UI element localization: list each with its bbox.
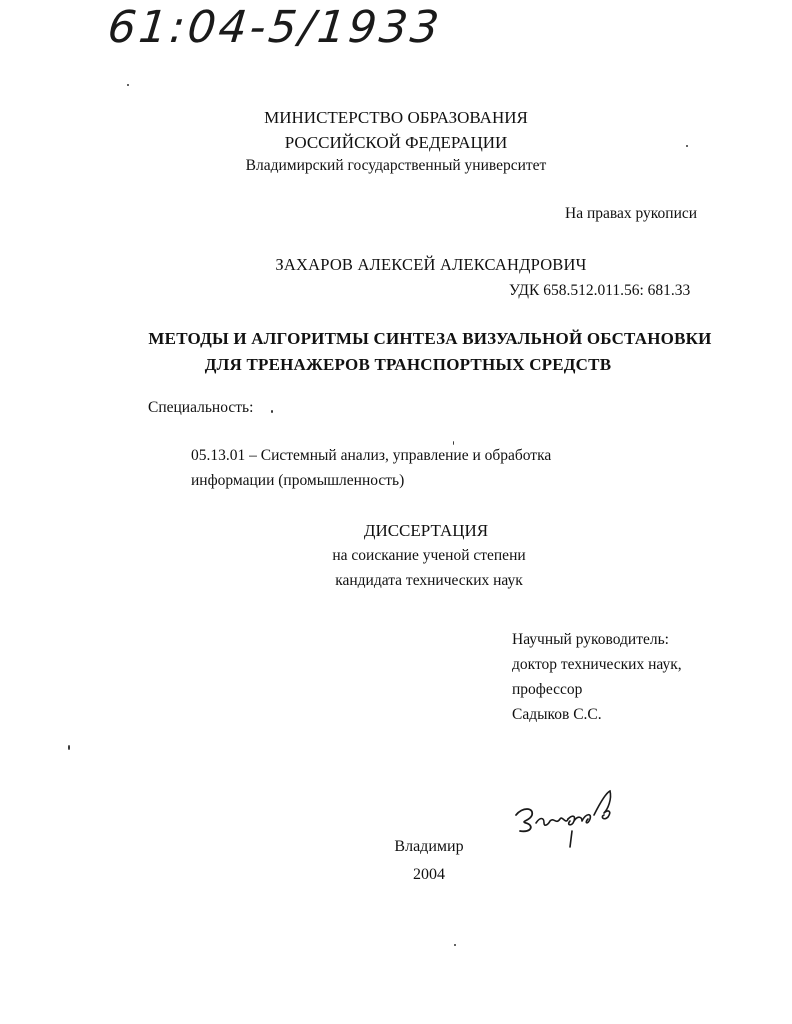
city: Владимир <box>394 838 464 855</box>
udk-code: УДК 658.512.011.56: 681.33 <box>509 282 691 299</box>
title-line-1: МЕТОДЫ И АЛГОРИТМЫ СИНТЕЗА ВИЗУАЛЬНОЙ ОБСТАНОВКИ <box>148 329 712 348</box>
dissertation-line-2: кандидата технических наук <box>335 572 523 589</box>
author-name: ЗАХАРОВ АЛЕКСЕЙ АЛЕКСАНДРОВИЧ <box>275 255 587 274</box>
supervisor-label: Научный руководитель: <box>512 631 669 648</box>
rights-note: На правах рукописи <box>565 205 698 222</box>
title-line-2: ДЛЯ ТРЕНАЖЕРОВ ТРАНСПОРТНЫХ СРЕДСТВ <box>204 355 612 374</box>
supervisor-name: Садыков С.С. <box>512 706 602 723</box>
specialty-line-2: информации (промышленность) <box>191 472 405 489</box>
specialty-line-1: 05.13.01 – Системный анализ, управление и обработка <box>191 447 552 464</box>
year: 2004 <box>413 866 445 883</box>
archive-code: 61:04-5/1933 <box>105 2 445 53</box>
supervisor-rank: профессор <box>512 681 583 698</box>
scan-speck <box>127 84 129 86</box>
scan-speck <box>454 944 456 946</box>
supervisor-degree: доктор технических наук, <box>512 656 682 673</box>
ministry-line-2: РОССИЙСКОЙ ФЕДЕРАЦИИ <box>284 133 508 152</box>
university-name: Владимирский государственный университет <box>245 157 547 174</box>
dissertation-line-1: на соискание ученой степени <box>332 547 526 564</box>
scan-speck <box>686 145 688 147</box>
scan-speck <box>271 410 273 413</box>
ministry-line-1: МИНИСТЕРСТВО ОБРАЗОВАНИЯ <box>264 108 528 127</box>
specialty-label: Специальность: <box>148 399 254 416</box>
scan-speck <box>68 745 70 750</box>
dissertation-heading: ДИССЕРТАЦИЯ <box>363 521 489 540</box>
scan-speck <box>453 441 454 445</box>
